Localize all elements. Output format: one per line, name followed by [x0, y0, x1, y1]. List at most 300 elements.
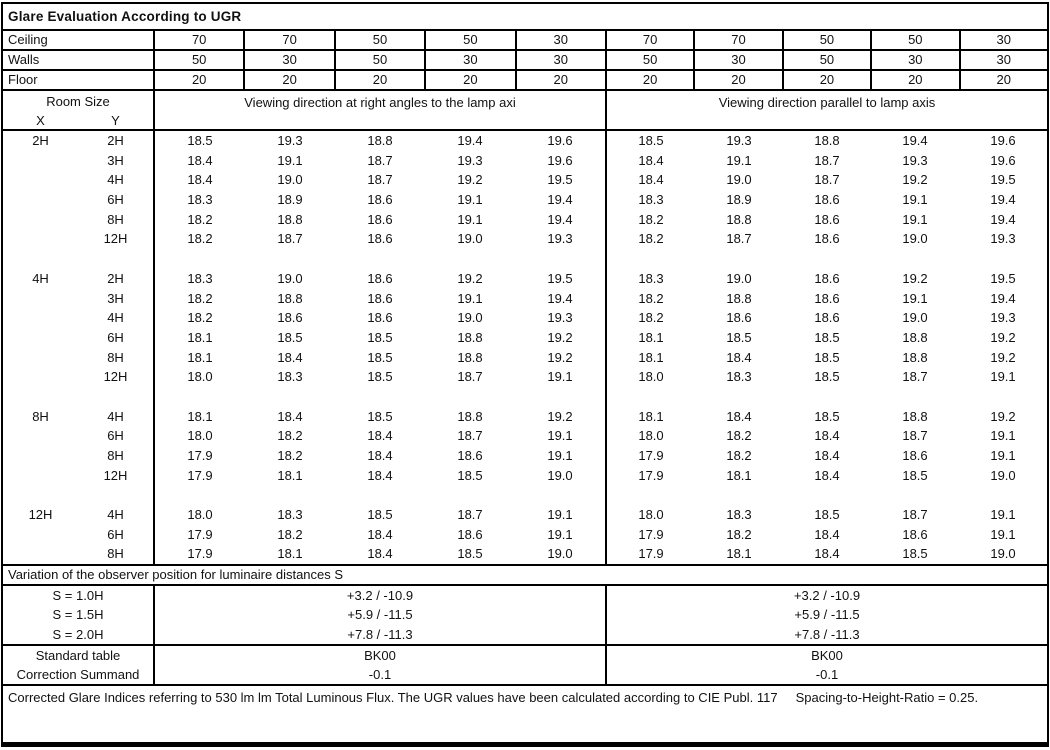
ugr-value: 18.5: [187, 133, 213, 148]
ugr-value: 17.9: [638, 526, 664, 542]
ugr-value: 18.5: [902, 467, 928, 483]
surface-value: 70: [243, 31, 333, 49]
ugr-value: 19.0: [547, 546, 573, 562]
surface-value: 20: [782, 71, 870, 89]
ugr-value: 18.1: [638, 329, 664, 345]
variation-value-right: +7.8 / -11.3: [605, 625, 1047, 644]
ugr-value: 18.2: [187, 211, 213, 227]
ugr-row: [3, 229, 1047, 249]
ugr-value: 18.3: [638, 192, 664, 208]
room-y-label: 4H: [107, 310, 124, 326]
ugr-value: 19.3: [457, 152, 483, 168]
variation-row: [3, 625, 1047, 644]
ugr-value: 18.6: [814, 192, 840, 208]
ugr-value: 19.1: [547, 507, 573, 523]
ugr-value: 18.7: [902, 507, 928, 523]
ugr-value: 19.0: [902, 231, 928, 247]
ugr-value: 18.6: [367, 270, 393, 286]
room-y-label: 8H: [107, 448, 124, 463]
surface-row: [3, 51, 1047, 71]
surface-label: Floor: [8, 72, 38, 87]
ugr-row: [3, 308, 1047, 328]
ugr-value: 18.4: [814, 546, 840, 562]
room-y-label: 2H: [107, 270, 124, 286]
ugr-values-left: [153, 505, 605, 525]
ugr-value: 18.2: [277, 428, 303, 444]
ugr-value: 19.1: [990, 448, 1016, 463]
ugr-value: 18.6: [277, 310, 303, 326]
ugr-value: 18.3: [277, 507, 303, 523]
ugr-values-left: [153, 328, 605, 348]
room-x-label: [3, 289, 78, 309]
room-x-label: [3, 190, 78, 210]
ugr-value: 19.2: [457, 172, 483, 188]
variation-distance-label: S = 1.5H: [52, 607, 104, 623]
ugr-value: 18.7: [367, 172, 393, 188]
room-x-label: [3, 308, 78, 328]
ugr-value: 17.9: [187, 526, 213, 542]
ugr-value: 19.1: [457, 290, 483, 306]
ugr-value: 18.9: [726, 192, 752, 208]
ugr-value: 19.1: [726, 152, 752, 168]
room-y-label: 4H: [107, 172, 124, 188]
ugr-value: 18.6: [814, 211, 840, 227]
ugr-value: 19.4: [547, 211, 573, 227]
surface-value: 50: [782, 51, 870, 69]
ugr-value: 18.0: [638, 369, 664, 385]
ugr-values-right: [605, 544, 1047, 564]
ugr-values-right: [605, 348, 1047, 368]
ugr-values-right: [605, 289, 1047, 309]
ugr-value: 18.4: [638, 152, 664, 168]
room-x-label: [3, 544, 78, 564]
summary-value-left: -0.1: [153, 665, 605, 684]
ugr-value: 19.0: [902, 310, 928, 326]
ugr-value: 18.3: [187, 192, 213, 208]
header-row: [3, 91, 1047, 131]
ugr-row: [3, 485, 1047, 505]
room-y-label: 3H: [107, 152, 124, 168]
ugr-value: 18.8: [457, 329, 483, 345]
ugr-value: 17.9: [638, 546, 664, 562]
room-y-label: 8H: [107, 349, 124, 365]
ugr-value: 18.6: [367, 310, 393, 326]
ugr-value: 18.5: [814, 329, 840, 345]
ugr-values-right: [605, 525, 1047, 545]
ugr-value: 18.7: [457, 507, 483, 523]
ugr-value: 19.2: [547, 408, 573, 424]
ugr-value: 19.0: [726, 172, 752, 188]
ugr-value: 19.4: [990, 192, 1016, 208]
ugr-value: 19.3: [547, 310, 573, 326]
ugr-value: 18.5: [638, 133, 664, 148]
ugr-value: 18.7: [814, 172, 840, 188]
ugr-value: 19.2: [547, 349, 573, 365]
surface-value: 50: [424, 31, 514, 49]
room-y-label: 4H: [107, 507, 124, 523]
surface-value: 20: [870, 71, 958, 89]
ugr-value: 18.0: [187, 369, 213, 385]
ugr-value: 19.4: [547, 290, 573, 306]
ugr-values-right: [605, 151, 1047, 171]
ugr-value: 19.2: [990, 329, 1016, 345]
ugr-values-left: [153, 387, 605, 407]
summary-value-left: BK00: [153, 646, 605, 665]
room-x-label: [3, 229, 78, 249]
ugr-value: 18.8: [726, 211, 752, 227]
ugr-value: 18.6: [726, 310, 752, 326]
surface-value: 20: [515, 71, 605, 89]
summary-section: [3, 646, 1047, 686]
ugr-value: 19.5: [990, 172, 1016, 188]
room-y-label: 6H: [107, 329, 124, 345]
ugr-value: 17.9: [187, 448, 213, 463]
ugr-values-right: [605, 229, 1047, 249]
ugr-value: 19.0: [277, 270, 303, 286]
ugr-values-left: [153, 308, 605, 328]
x-axis-label: X: [36, 113, 45, 128]
surface-value: 20: [605, 71, 693, 89]
ugr-value: 18.4: [367, 467, 393, 483]
ugr-value: 19.3: [990, 310, 1016, 326]
ugr-value: 18.6: [814, 270, 840, 286]
ugr-value: 18.7: [902, 428, 928, 444]
ugr-value: 19.0: [547, 467, 573, 483]
ugr-values-left: [153, 466, 605, 486]
ugr-values-left: [153, 348, 605, 368]
ugr-table: [1, 2, 1049, 747]
ugr-value: 19.6: [990, 152, 1016, 168]
ugr-values-right: [605, 407, 1047, 427]
ugr-value: 18.0: [187, 428, 213, 444]
ugr-value: 18.1: [277, 546, 303, 562]
summary-label: Standard table: [35, 648, 121, 664]
surface-row: [3, 71, 1047, 91]
ugr-value: 19.0: [457, 310, 483, 326]
room-x-label: [3, 525, 78, 545]
room-y-label: 3H: [107, 290, 124, 306]
ugr-value: 19.4: [902, 133, 928, 148]
room-y-label: 12H: [103, 231, 128, 247]
ugr-values-left: [153, 151, 605, 171]
ugr-value: 18.2: [726, 448, 752, 463]
ugr-values-right: [605, 249, 1047, 269]
ugr-values-left: [153, 229, 605, 249]
ugr-value: 19.1: [990, 428, 1016, 444]
ugr-data-section: [3, 131, 1047, 566]
ugr-value: 18.4: [187, 172, 213, 188]
right-direction-header: Viewing direction parallel to lamp axis: [605, 91, 1047, 129]
ugr-values-right: [605, 367, 1047, 387]
room-x-label: [3, 485, 78, 505]
ugr-values-right: [605, 190, 1047, 210]
summary-value-right: BK00: [605, 646, 1047, 665]
ugr-value: 18.8: [902, 408, 928, 424]
ugr-value: 18.1: [726, 467, 752, 483]
variation-distance-label: S = 2.0H: [52, 626, 104, 642]
variation-value-left: +3.2 / -10.9: [153, 586, 605, 605]
variation-value-left: +7.8 / -11.3: [153, 625, 605, 644]
ugr-value: 18.8: [457, 408, 483, 424]
surface-row: [3, 31, 1047, 51]
room-y-label: 4H: [107, 408, 124, 424]
surface-value: 50: [334, 51, 424, 69]
ugr-value: 18.5: [726, 329, 752, 345]
ugr-value: 18.7: [902, 369, 928, 385]
ugr-values-left: [153, 289, 605, 309]
ugr-values-left: [153, 170, 605, 190]
ugr-value: 18.5: [367, 507, 393, 523]
room-x-label: [3, 446, 78, 466]
ugr-value: 18.6: [457, 526, 483, 542]
ugr-values-right: [605, 269, 1047, 289]
ugr-value: 19.6: [990, 133, 1016, 148]
ugr-value: 18.6: [814, 290, 840, 306]
ugr-value: 19.0: [990, 546, 1016, 562]
ugr-row: [3, 544, 1047, 564]
ugr-values-left: [153, 210, 605, 230]
ugr-value: 18.1: [638, 408, 664, 424]
surface-value: 20: [243, 71, 333, 89]
ugr-value: 19.3: [547, 231, 573, 247]
ugr-value: 19.1: [547, 448, 573, 463]
ugr-value: 18.5: [814, 507, 840, 523]
summary-label: Correction Summand: [16, 667, 140, 683]
ugr-value: 18.5: [367, 349, 393, 365]
ugr-value: 18.6: [457, 448, 483, 463]
variation-section-label: Variation of the observer position for luminaire distances S: [3, 566, 1047, 586]
surface-value: 50: [605, 51, 693, 69]
ugr-value: 19.3: [726, 133, 752, 148]
ugr-value: 18.6: [367, 211, 393, 227]
ugr-row: [3, 348, 1047, 368]
ugr-value: 18.4: [814, 467, 840, 483]
ugr-value: 18.4: [277, 349, 303, 365]
ugr-value: 18.8: [902, 349, 928, 365]
ugr-value: 18.3: [726, 369, 752, 385]
ugr-value: 19.5: [547, 172, 573, 188]
room-y-label: 12H: [103, 467, 128, 483]
ugr-values-right: [605, 131, 1047, 151]
ugr-value: 19.2: [902, 270, 928, 286]
room-y-label: 8H: [107, 546, 124, 562]
ugr-value: 19.6: [547, 133, 573, 148]
ugr-value: 18.2: [638, 290, 664, 306]
ugr-value: 18.2: [277, 448, 303, 463]
room-x-label: [3, 367, 78, 387]
ugr-value: 18.0: [187, 507, 213, 523]
ugr-value: 18.6: [902, 526, 928, 542]
ugr-value: 19.1: [457, 211, 483, 227]
ugr-value: 18.4: [814, 448, 840, 463]
variation-section: [3, 586, 1047, 646]
ugr-value: 18.6: [367, 231, 393, 247]
room-y-label: [78, 387, 153, 407]
ugr-value: 18.2: [187, 231, 213, 247]
ugr-value: 18.7: [726, 231, 752, 247]
ugr-value: 19.4: [990, 211, 1016, 227]
surface-value: 20: [959, 71, 1047, 89]
ugr-value: 19.1: [990, 507, 1016, 523]
ugr-value: 19.0: [990, 467, 1016, 483]
ugr-value: 18.7: [457, 428, 483, 444]
ugr-values-right: [605, 170, 1047, 190]
ugr-value: 18.8: [457, 349, 483, 365]
ugr-value: 19.1: [547, 428, 573, 444]
ugr-value: 18.0: [638, 507, 664, 523]
ugr-values-left: [153, 426, 605, 446]
ugr-values-right: [605, 308, 1047, 328]
summary-row: [3, 665, 1047, 684]
ugr-values-right: [605, 505, 1047, 525]
ugr-row: [3, 170, 1047, 190]
room-y-label: 12H: [103, 369, 128, 385]
room-y-label: 6H: [107, 526, 124, 542]
ugr-value: 18.6: [367, 192, 393, 208]
ugr-value: 18.5: [457, 546, 483, 562]
ugr-row: [3, 269, 1047, 289]
ugr-row: [3, 367, 1047, 387]
ugr-value: 19.1: [990, 369, 1016, 385]
ugr-row: [3, 466, 1047, 486]
ugr-value: 19.1: [902, 290, 928, 306]
ugr-values-right: [605, 387, 1047, 407]
room-x-label: [3, 170, 78, 190]
surface-value: 20: [424, 71, 514, 89]
ugr-value: 19.1: [277, 152, 303, 168]
ugr-value: 17.9: [187, 546, 213, 562]
ugr-row: [3, 328, 1047, 348]
ugr-value: 19.1: [457, 192, 483, 208]
ugr-value: 18.4: [367, 546, 393, 562]
surface-label: Walls: [8, 52, 40, 67]
summary-row: [3, 646, 1047, 665]
ugr-row: [3, 131, 1047, 151]
surface-value: 30: [693, 51, 781, 69]
ugr-value: 18.2: [638, 231, 664, 247]
ugr-value: 18.2: [638, 310, 664, 326]
ugr-value: 18.1: [187, 329, 213, 345]
ugr-values-right: [605, 210, 1047, 230]
ugr-value: 18.2: [726, 428, 752, 444]
ugr-value: 19.2: [990, 349, 1016, 365]
y-axis-label: Y: [111, 113, 120, 128]
surface-value: 50: [782, 31, 870, 49]
ugr-value: 19.1: [547, 526, 573, 542]
ugr-value: 19.5: [547, 270, 573, 286]
ugr-values-left: [153, 367, 605, 387]
ugr-value: 18.4: [367, 448, 393, 463]
ugr-row: [3, 446, 1047, 466]
table-title: Glare Evaluation According to UGR: [3, 4, 1047, 31]
ugr-value: 18.8: [902, 329, 928, 345]
surface-value: 70: [693, 31, 781, 49]
ugr-values-right: [605, 446, 1047, 466]
ugr-values-left: [153, 407, 605, 427]
ugr-value: 18.5: [367, 408, 393, 424]
ugr-values-left: [153, 525, 605, 545]
ugr-row: [3, 289, 1047, 309]
ugr-row: [3, 407, 1047, 427]
ugr-value: 18.3: [726, 507, 752, 523]
room-y-label: 2H: [107, 133, 124, 148]
ugr-row: [3, 525, 1047, 545]
surface-value: 20: [693, 71, 781, 89]
room-x-label: [3, 328, 78, 348]
surface-value: 30: [870, 51, 958, 69]
surface-value: 50: [870, 31, 958, 49]
ugr-value: 19.0: [726, 270, 752, 286]
ugr-value: 18.3: [187, 270, 213, 286]
ugr-value: 18.4: [814, 428, 840, 444]
room-x-label: 4H: [32, 270, 49, 286]
room-y-label: 6H: [107, 428, 124, 444]
room-y-label: [78, 249, 153, 269]
ugr-value: 17.9: [638, 467, 664, 483]
ugr-value: 19.2: [547, 329, 573, 345]
ugr-value: 19.6: [547, 152, 573, 168]
variation-row: [3, 586, 1047, 605]
ugr-row: [3, 210, 1047, 230]
variation-value-left: +5.9 / -11.5: [153, 605, 605, 624]
ugr-value: 18.3: [638, 270, 664, 286]
ugr-values-left: [153, 269, 605, 289]
room-y-label: 8H: [107, 211, 124, 227]
surface-reflectance-section: [3, 31, 1047, 91]
ugr-value: 18.4: [367, 428, 393, 444]
ugr-value: 19.1: [902, 211, 928, 227]
ugr-value: 19.0: [457, 231, 483, 247]
ugr-row: [3, 151, 1047, 171]
ugr-value: 18.1: [187, 349, 213, 365]
room-x-label: 12H: [28, 507, 53, 523]
left-direction-header: Viewing direction at right angles to the lamp axi: [153, 91, 605, 129]
ugr-value: 18.5: [277, 329, 303, 345]
ugr-values-left: [153, 190, 605, 210]
ugr-value: 19.4: [547, 192, 573, 208]
surface-value: 20: [334, 71, 424, 89]
ugr-value: 18.4: [726, 408, 752, 424]
surface-value: 50: [153, 51, 243, 69]
ugr-value: 18.4: [726, 349, 752, 365]
ugr-values-left: [153, 485, 605, 505]
summary-value-right: -0.1: [605, 665, 1047, 684]
ugr-value: 18.7: [277, 231, 303, 247]
ugr-value: 18.8: [277, 290, 303, 306]
ugr-row: [3, 249, 1047, 269]
surface-value: 30: [515, 31, 605, 49]
ugr-value: 18.1: [638, 349, 664, 365]
ugr-value: 18.4: [638, 172, 664, 188]
ugr-values-right: [605, 466, 1047, 486]
ugr-value: 19.3: [277, 133, 303, 148]
ugr-value: 19.1: [547, 369, 573, 385]
ugr-values-left: [153, 249, 605, 269]
ugr-value: 18.5: [814, 369, 840, 385]
ugr-value: 18.2: [726, 526, 752, 542]
surface-value: 30: [515, 51, 605, 69]
ugr-values-right: [605, 328, 1047, 348]
ugr-value: 18.5: [902, 546, 928, 562]
footer-note: Corrected Glare Indices referring to 530 lm lm Total Luminous Flux. The UGR values have been calculated according to CIE Publ. 117 Spacing-to-Height-Ratio = 0.25.: [8, 690, 979, 706]
room-x-label: 2H: [32, 133, 49, 148]
surface-label: Ceiling: [8, 32, 48, 47]
ugr-values-right: [605, 426, 1047, 446]
room-x-label: [3, 249, 78, 269]
ugr-value: 19.1: [990, 526, 1016, 542]
surface-value: 70: [605, 31, 693, 49]
room-x-label: [3, 151, 78, 171]
